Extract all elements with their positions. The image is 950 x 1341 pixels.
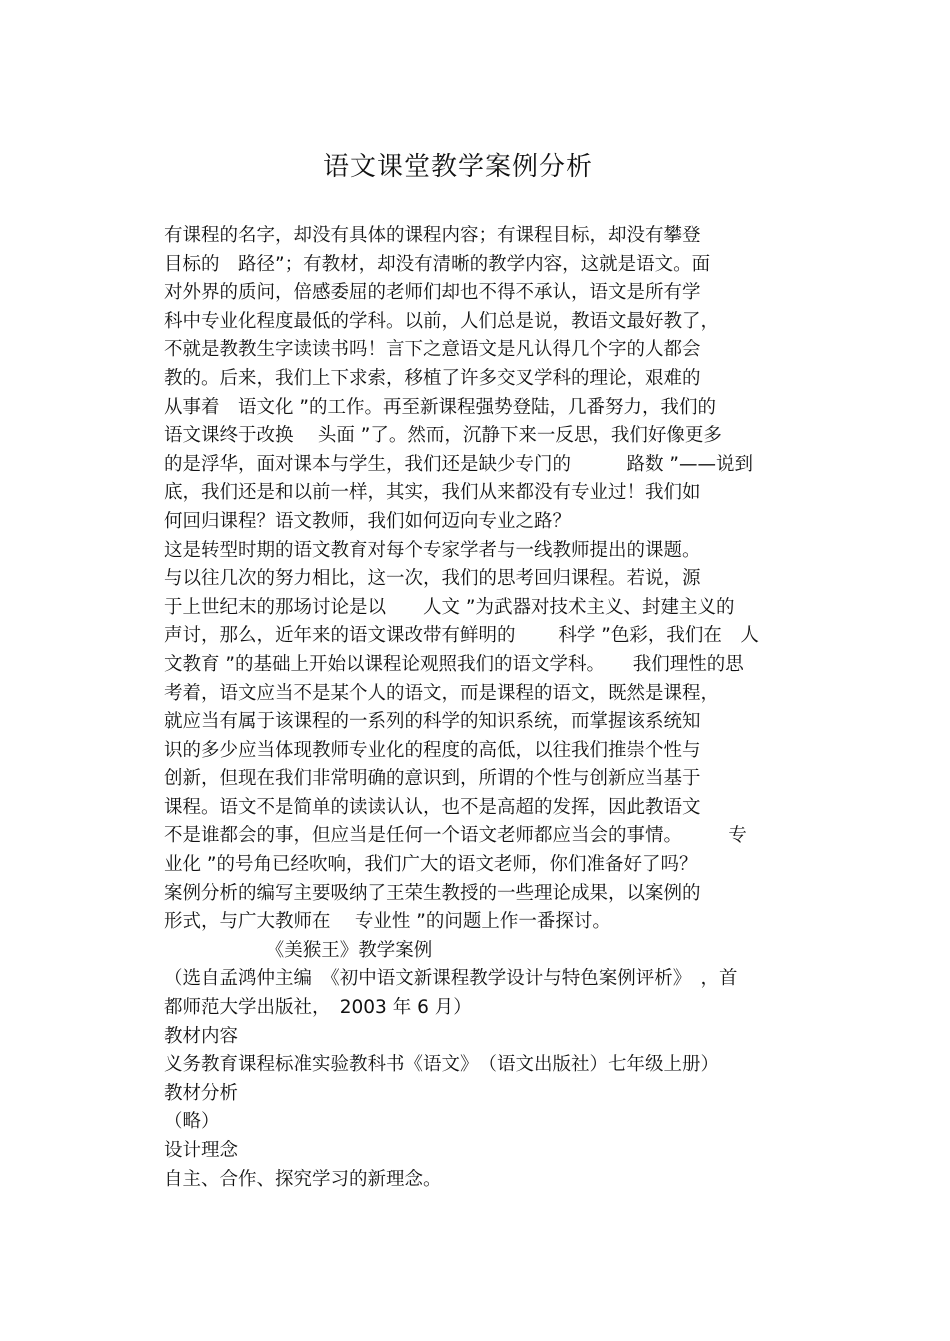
text-line: 不就是教教生字读读书吗！言下之意语文是凡认得几个字的人都会 [164,339,701,361]
document-body [164,222,804,1194]
text-line: 目标的 路径”；有教材，却没有清晰的教学内容，这就是语文。面 [164,253,711,275]
text-line: 底，我们还是和以前一样，其实，我们从来都没有专业过！我们如 [164,482,701,504]
text-line: 识的多少应当体现教师专业化的程度的高低，以往我们推崇个性与 [164,739,701,761]
text-line: 考着，语文应当不是某个人的语文，而是课程的语文，既然是课程， [164,682,720,704]
text-line: 文教育 ”的基础上开始以课程论观照我们的语文学科。 我们理性的思 [164,653,744,675]
text-line: 从事着 语文化 ”的工作。再至新课程强势登陆，几番努力，我们的 [164,396,716,418]
text-line: 与以往几次的努力相比，这一次，我们的思考回归课程。若说，源 [164,568,701,590]
text-line: 声讨，那么，近年来的语文课改带有鲜明的 科学 ”色彩，我们在 人 [164,625,759,647]
text-line: 科中专业化程度最低的学科。以前，人们总是说，教语文最好教了， [164,310,720,332]
text-line: 就应当有属于该课程的一系列的科学的知识系统，而掌握该系统知 [164,711,701,733]
text-line: 于上世纪末的那场讨论是以 人文 ”为武器对技术主义、封建主义的 [164,596,735,618]
source-line: （选自孟鸿仲主编 《初中语文新课程教学设计与特色案例评析》 ，首 [164,968,738,990]
text-line: 有课程的名字，却没有具体的课程内容；有课程目标，却没有攀登 [164,225,701,246]
text-line: 义务教育课程标准实验教科书《语文》 （语文出版社）七年级上册） [164,1054,720,1076]
section-heading: 设计理念 [164,1140,239,1161]
text-line: 何回归课程？语文教师，我们如何迈向专业之路？ [164,510,572,532]
text-line: 这是转型时期的语文教育对每个专家学者与一线教师提出的课题。 [164,539,701,561]
section-heading: 教材分析 [164,1082,239,1104]
text-line: 语文课终于改换 头面 ”了。然而，沉静下来一反思，我们好像更多 [164,425,722,447]
source-line: 都师范大学出版社， 2003 年 6 月） [164,997,472,1019]
section-heading: 教材内容 [164,1025,239,1047]
text-line: 不是谁都会的事，但应当是任何一个语文老师都应当会的事情。 专 [164,825,747,847]
text-line: 自主、合作、探究学习的新理念。 [164,1168,442,1190]
text-line: 对外界的质问，倍感委屈的老师们却也不得不承认，语文是所有学 [164,282,701,304]
case-title-line: 《美猴王》教学案例 [164,939,433,961]
text-line: 业化 ”的号角已经吹响，我们广大的语文老师，你们准备好了吗？ [164,854,698,876]
text-line: 案例分析的编写主要吸纳了王荣生教授的一些理论成果，以案例的 [164,882,701,904]
text-line: 教的。后来，我们上下求索，移植了许多交叉学科的理论，艰难的 [164,367,701,389]
text-line: （略） [164,1111,220,1133]
text-line: 课程。语文不是简单的读读认认，也不是高超的发挥，因此教语文 [164,796,701,818]
text-line: 创新，但现在我们非常明确的意识到，所谓的个性与创新应当基于 [164,768,701,790]
document-title: 语文课堂教学案例分析 [322,152,593,182]
text-line: 的是浮华，面对课本与学生，我们还是缺少专门的 路数 ”——说到 [164,453,753,475]
text-line: 形式，与广大教师在 专业性 ”的问题上作一番探讨。 [164,911,611,933]
